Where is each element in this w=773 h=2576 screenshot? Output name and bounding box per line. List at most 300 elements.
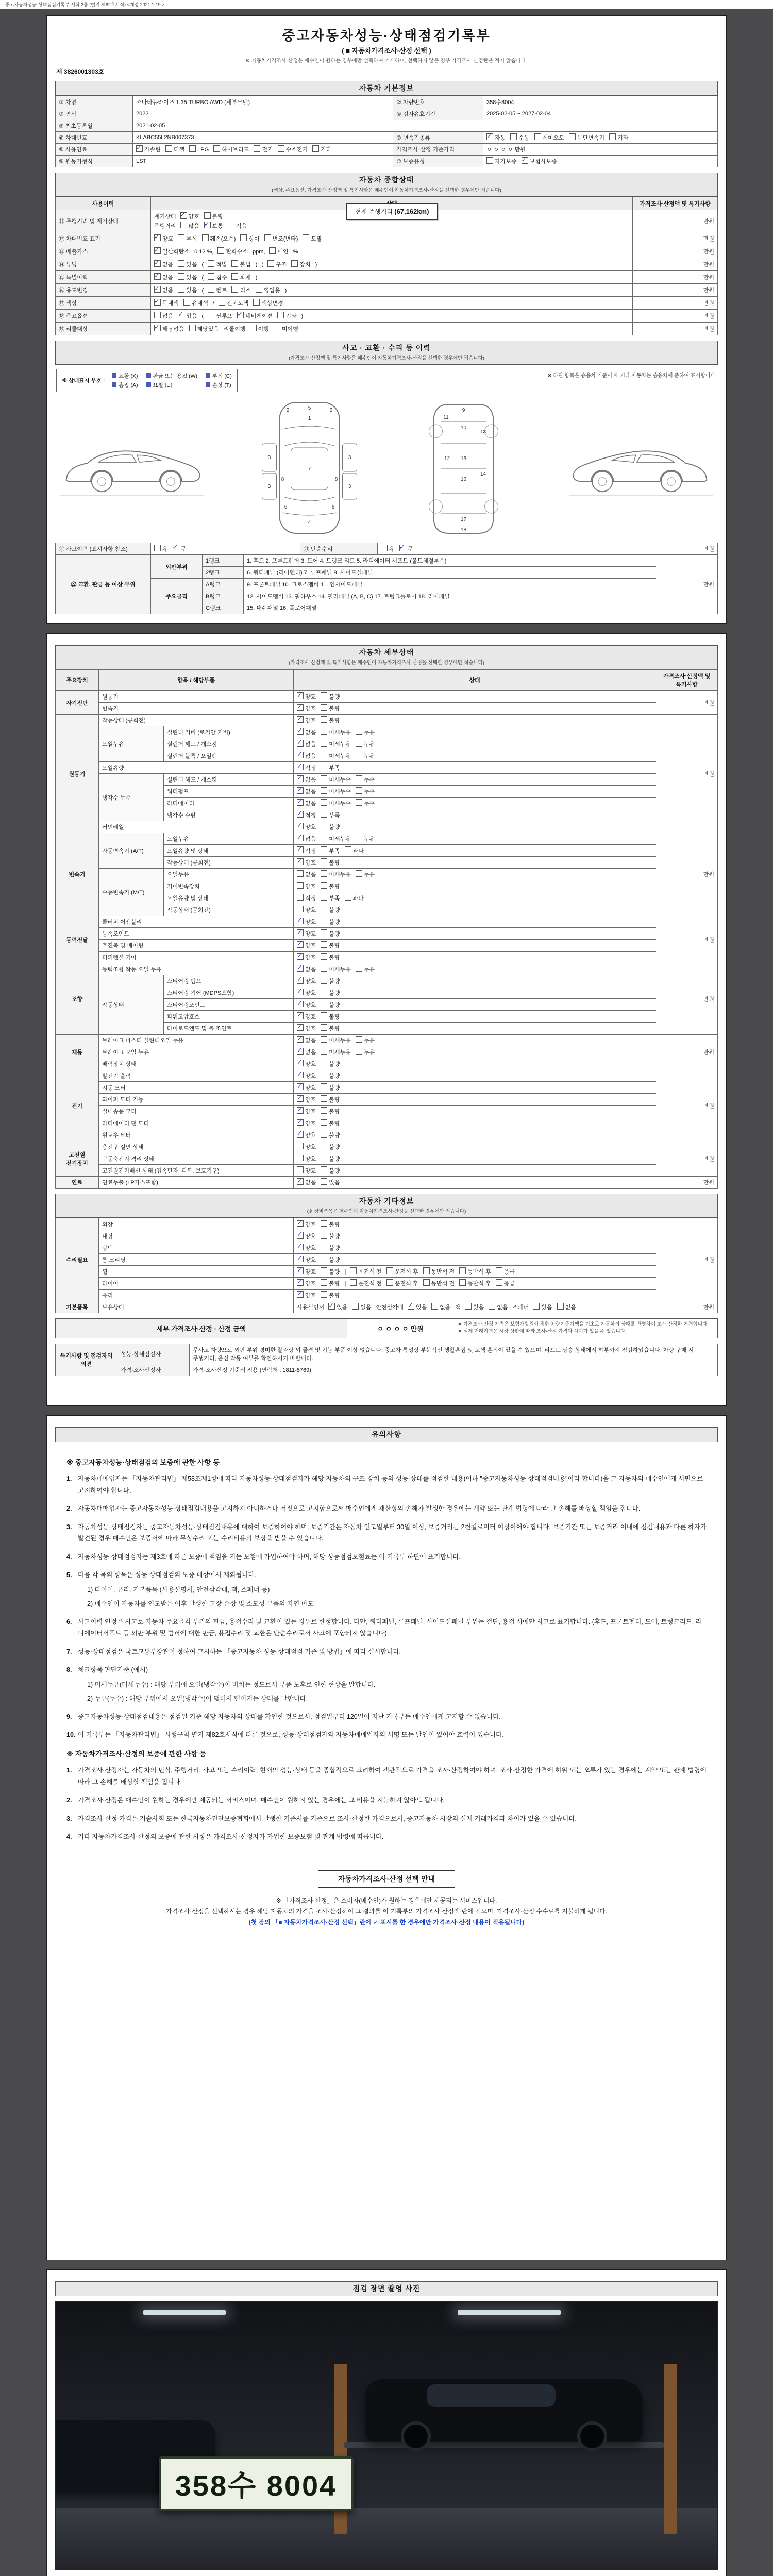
checkbox-option[interactable] (321, 965, 351, 973)
checkbox-option[interactable] (386, 1267, 418, 1276)
checkbox[interactable] (510, 133, 517, 140)
checkbox[interactable] (154, 325, 161, 331)
checkbox[interactable] (386, 1279, 393, 1286)
checkbox-option[interactable] (423, 1267, 455, 1276)
checkbox[interactable] (350, 1279, 357, 1286)
checkbox[interactable] (297, 1119, 304, 1126)
checkbox-option[interactable] (204, 222, 223, 230)
checkbox-option[interactable] (465, 1303, 484, 1311)
checkbox-option[interactable] (208, 260, 227, 268)
checkbox-option[interactable] (297, 1267, 316, 1276)
checkbox-option[interactable] (297, 1060, 316, 1068)
checkbox[interactable] (254, 145, 260, 152)
checkbox[interactable] (297, 1095, 304, 1102)
checkbox-option[interactable] (297, 1279, 316, 1287)
checkbox-option[interactable] (202, 234, 236, 243)
checkbox-option[interactable] (345, 846, 364, 855)
checkbox-option[interactable] (356, 787, 375, 795)
checkbox-option[interactable] (496, 1279, 515, 1287)
checkbox-option[interactable] (297, 1291, 316, 1299)
checkbox-option[interactable] (297, 918, 316, 926)
checkbox-option[interactable] (269, 247, 288, 256)
checkbox-option[interactable] (321, 1131, 340, 1139)
checkbox[interactable] (321, 764, 327, 770)
checkbox-option[interactable] (321, 1001, 340, 1009)
checkbox-option[interactable] (386, 1279, 418, 1287)
checkbox[interactable] (356, 799, 362, 806)
checkbox-option[interactable] (356, 1048, 375, 1056)
checkbox-option[interactable] (356, 835, 375, 843)
checkbox[interactable] (202, 234, 209, 241)
checkbox[interactable] (297, 835, 304, 841)
checkbox-option[interactable] (321, 1220, 340, 1228)
checkbox[interactable] (321, 787, 327, 794)
checkbox[interactable] (356, 752, 362, 758)
checkbox[interactable] (297, 1012, 304, 1019)
checkbox[interactable] (381, 545, 388, 551)
checkbox[interactable] (297, 1143, 304, 1149)
checkbox-option[interactable] (321, 846, 340, 855)
checkbox[interactable] (408, 1303, 414, 1310)
checkbox-option[interactable] (297, 906, 316, 914)
checkbox[interactable] (321, 1060, 327, 1066)
checkbox[interactable] (352, 1303, 359, 1310)
checkbox[interactable] (178, 273, 184, 280)
checkbox-option[interactable] (321, 1024, 340, 1032)
checkbox[interactable] (178, 312, 184, 318)
checkbox-option[interactable] (321, 870, 351, 878)
checkbox[interactable] (178, 286, 184, 293)
checkbox-option[interactable] (274, 325, 298, 333)
checkbox-option[interactable] (297, 882, 316, 890)
checkbox[interactable] (356, 1036, 362, 1043)
checkbox[interactable] (297, 846, 304, 853)
checkbox-option[interactable] (321, 918, 340, 926)
checkbox-option[interactable] (154, 286, 173, 294)
checkbox[interactable] (321, 1131, 327, 1138)
checkbox-option[interactable] (154, 299, 179, 307)
checkbox[interactable] (321, 799, 327, 806)
checkbox-option[interactable] (231, 286, 250, 294)
checkbox[interactable] (297, 1155, 304, 1161)
checkbox[interactable] (297, 1279, 304, 1286)
checkbox[interactable] (297, 823, 304, 829)
checkbox-option[interactable] (533, 1303, 552, 1311)
checkbox[interactable] (231, 286, 238, 293)
checkbox-option[interactable] (321, 775, 351, 784)
checkbox-option[interactable] (254, 145, 273, 154)
checkbox-option[interactable] (297, 1232, 316, 1240)
checkbox-option[interactable] (136, 145, 161, 154)
checkbox[interactable] (180, 212, 187, 219)
checkbox-option[interactable] (489, 1303, 508, 1311)
checkbox[interactable] (208, 273, 214, 280)
checkbox[interactable] (321, 846, 327, 853)
checkbox[interactable] (321, 1220, 327, 1227)
checkbox-option[interactable] (321, 823, 340, 831)
checkbox[interactable] (189, 145, 196, 152)
checkbox-option[interactable] (321, 1119, 340, 1127)
checkbox[interactable] (356, 835, 362, 841)
checkbox-option[interactable] (297, 1024, 316, 1032)
checkbox[interactable] (219, 299, 225, 306)
checkbox[interactable] (297, 882, 304, 889)
checkbox[interactable] (321, 858, 327, 865)
checkbox[interactable] (297, 728, 304, 735)
checkbox[interactable] (180, 222, 187, 228)
checkbox-option[interactable] (321, 953, 340, 961)
checkbox-option[interactable] (178, 260, 197, 268)
checkbox[interactable] (154, 234, 161, 241)
checkbox[interactable] (321, 1119, 327, 1126)
checkbox-option[interactable] (213, 145, 249, 154)
checkbox-option[interactable] (431, 1303, 450, 1311)
checkbox-option[interactable] (297, 1256, 316, 1264)
checkbox-option[interactable] (154, 325, 184, 333)
checkbox[interactable] (321, 692, 327, 699)
checkbox-option[interactable] (321, 1107, 340, 1115)
checkbox-option[interactable] (321, 1279, 340, 1287)
checkbox-option[interactable] (297, 692, 316, 701)
checkbox[interactable] (297, 1256, 304, 1262)
checkbox[interactable] (522, 157, 528, 164)
checkbox-option[interactable] (297, 1143, 316, 1151)
checkbox[interactable] (321, 716, 327, 723)
checkbox-option[interactable] (321, 1232, 340, 1240)
checkbox[interactable] (345, 846, 351, 853)
checkbox[interactable] (321, 752, 327, 758)
checkbox-option[interactable] (321, 858, 340, 867)
checkbox-option[interactable] (321, 1036, 351, 1044)
checkbox[interactable] (431, 1303, 438, 1310)
checkbox-option[interactable] (312, 145, 331, 154)
checkbox-option[interactable] (321, 716, 340, 724)
checkbox[interactable] (321, 965, 327, 972)
checkbox-option[interactable] (356, 728, 375, 736)
checkbox-option[interactable] (486, 157, 517, 165)
checkbox-option[interactable] (321, 906, 340, 914)
checkbox[interactable] (297, 965, 304, 972)
checkbox-option[interactable] (356, 775, 375, 784)
checkbox[interactable] (321, 1291, 327, 1298)
checkbox[interactable] (321, 1001, 327, 1007)
checkbox-option[interactable] (321, 835, 351, 843)
checkbox-option[interactable] (321, 692, 340, 701)
checkbox-option[interactable] (321, 1048, 351, 1056)
checkbox-option[interactable] (297, 799, 316, 807)
checkbox-option[interactable] (303, 234, 322, 243)
checkbox-option[interactable] (496, 1267, 515, 1276)
checkbox[interactable] (154, 260, 161, 267)
checkbox[interactable] (321, 1256, 327, 1262)
checkbox[interactable] (297, 752, 304, 758)
checkbox-option[interactable] (328, 1303, 347, 1311)
checkbox[interactable] (178, 234, 184, 241)
checkbox[interactable] (386, 1267, 393, 1274)
checkbox-option[interactable] (297, 764, 316, 772)
checkbox[interactable] (459, 1267, 466, 1274)
checkbox[interactable] (297, 811, 304, 818)
checkbox[interactable] (208, 312, 214, 318)
checkbox[interactable] (297, 1232, 304, 1239)
checkbox-option[interactable] (356, 965, 375, 973)
checkbox[interactable] (297, 906, 304, 912)
checkbox[interactable] (297, 941, 304, 948)
checkbox-option[interactable] (237, 312, 273, 320)
checkbox-option[interactable] (321, 740, 351, 748)
checkbox-option[interactable] (297, 965, 316, 973)
checkbox-option[interactable] (297, 787, 316, 795)
checkbox[interactable] (154, 273, 161, 280)
checkbox[interactable] (569, 133, 576, 140)
checkbox[interactable] (297, 764, 304, 770)
checkbox-option[interactable] (154, 545, 168, 553)
checkbox-option[interactable] (231, 260, 250, 268)
checkbox[interactable] (533, 1303, 540, 1310)
checkbox-option[interactable] (297, 977, 316, 985)
checkbox[interactable] (256, 286, 262, 293)
checkbox[interactable] (278, 145, 284, 152)
checkbox-option[interactable] (297, 716, 316, 724)
checkbox[interactable] (297, 1244, 304, 1250)
checkbox[interactable] (250, 325, 257, 331)
checkbox-option[interactable] (321, 1143, 340, 1151)
checkbox-option[interactable] (321, 1166, 340, 1175)
checkbox-option[interactable] (154, 312, 173, 320)
checkbox-option[interactable] (321, 752, 351, 760)
checkbox-option[interactable] (297, 1107, 316, 1115)
checkbox[interactable] (321, 870, 327, 877)
checkbox[interactable] (321, 941, 327, 948)
checkbox-option[interactable] (321, 882, 340, 890)
checkbox[interactable] (303, 234, 309, 241)
checkbox[interactable] (297, 1048, 304, 1055)
checkbox-option[interactable] (297, 858, 316, 867)
checkbox-option[interactable] (321, 894, 340, 902)
checkbox[interactable] (297, 1036, 304, 1043)
checkbox[interactable] (204, 212, 211, 219)
checkbox-option[interactable] (231, 273, 250, 281)
checkbox[interactable] (486, 133, 493, 140)
checkbox-option[interactable] (297, 941, 316, 950)
checkbox[interactable] (297, 1024, 304, 1031)
checkbox[interactable] (321, 989, 327, 995)
checkbox-option[interactable] (297, 1036, 316, 1044)
checkbox-option[interactable] (297, 752, 316, 760)
checkbox[interactable] (297, 1107, 304, 1114)
checkbox-option[interactable] (208, 312, 232, 320)
checkbox[interactable] (178, 260, 184, 267)
checkbox-option[interactable] (356, 870, 375, 878)
checkbox-option[interactable] (297, 1119, 316, 1127)
checkbox[interactable] (297, 704, 304, 711)
checkbox[interactable] (345, 894, 351, 901)
checkbox[interactable] (399, 545, 406, 551)
checkbox-option[interactable] (297, 728, 316, 736)
checkbox-option[interactable] (356, 799, 375, 807)
checkbox[interactable] (136, 145, 143, 152)
checkbox-option[interactable] (522, 157, 557, 165)
checkbox-option[interactable] (321, 1060, 340, 1068)
checkbox[interactable] (297, 1220, 304, 1227)
checkbox[interactable] (321, 728, 327, 735)
checkbox[interactable] (228, 222, 234, 228)
checkbox[interactable] (321, 1143, 327, 1149)
checkbox-option[interactable] (297, 846, 316, 855)
checkbox[interactable] (321, 1166, 327, 1173)
checkbox-option[interactable] (321, 1155, 340, 1163)
checkbox[interactable] (297, 977, 304, 984)
checkbox-option[interactable] (297, 835, 316, 843)
checkbox-option[interactable] (297, 1244, 316, 1252)
checkbox[interactable] (165, 145, 172, 152)
checkbox[interactable] (321, 835, 327, 841)
checkbox-option[interactable] (321, 1072, 340, 1080)
checkbox[interactable] (154, 247, 161, 254)
checkbox-option[interactable] (297, 740, 316, 748)
checkbox-option[interactable] (356, 740, 375, 748)
checkbox-option[interactable] (278, 145, 308, 154)
checkbox[interactable] (213, 145, 220, 152)
checkbox-option[interactable] (459, 1267, 491, 1276)
checkbox[interactable] (297, 894, 304, 901)
checkbox[interactable] (297, 1060, 304, 1066)
checkbox[interactable] (297, 1267, 304, 1274)
checkbox-option[interactable] (154, 234, 173, 243)
checkbox[interactable] (321, 1012, 327, 1019)
checkbox-option[interactable] (321, 1095, 340, 1104)
checkbox-option[interactable] (228, 222, 247, 230)
checkbox-option[interactable] (253, 299, 283, 307)
checkbox-option[interactable] (297, 704, 316, 713)
checkbox-option[interactable] (189, 325, 220, 333)
checkbox[interactable] (321, 1267, 327, 1274)
checkbox[interactable] (459, 1279, 466, 1286)
checkbox[interactable] (321, 1232, 327, 1239)
checkbox-option[interactable] (178, 273, 197, 281)
checkbox-option[interactable] (297, 823, 316, 831)
checkbox[interactable] (154, 312, 161, 318)
checkbox-option[interactable] (250, 325, 269, 333)
checkbox-option[interactable] (321, 941, 340, 950)
checkbox[interactable] (208, 286, 214, 293)
checkbox[interactable] (297, 799, 304, 806)
checkbox-option[interactable] (321, 764, 340, 772)
checkbox[interactable] (231, 260, 238, 267)
checkbox-option[interactable] (321, 929, 340, 938)
checkbox-option[interactable] (321, 787, 351, 795)
checkbox[interactable] (277, 312, 284, 318)
checkbox[interactable] (321, 1155, 327, 1161)
checkbox-option[interactable] (459, 1279, 491, 1287)
doc-subtitle[interactable]: ( ■ 자동차가격조사·산정 선택 ) (342, 47, 431, 55)
checkbox-option[interactable] (510, 133, 529, 142)
checkbox[interactable] (356, 775, 362, 782)
checkbox[interactable] (297, 1083, 304, 1090)
checkbox-option[interactable] (297, 1012, 316, 1021)
checkbox-option[interactable] (321, 989, 340, 997)
checkbox[interactable] (208, 260, 214, 267)
checkbox[interactable] (264, 234, 271, 241)
checkbox[interactable] (350, 1267, 357, 1274)
checkbox[interactable] (321, 704, 327, 711)
checkbox-option[interactable] (534, 133, 565, 142)
checkbox[interactable] (321, 1279, 327, 1286)
checkbox-option[interactable] (297, 929, 316, 938)
checkbox[interactable] (321, 1048, 327, 1055)
checkbox[interactable] (297, 775, 304, 782)
checkbox-option[interactable] (256, 286, 280, 294)
checkbox[interactable] (217, 247, 224, 254)
checkbox-option[interactable] (297, 1178, 316, 1187)
checkbox-option[interactable] (297, 1072, 316, 1080)
checkbox[interactable] (297, 1001, 304, 1007)
checkbox[interactable] (291, 260, 298, 267)
checkbox[interactable] (321, 811, 327, 818)
checkbox-option[interactable] (297, 775, 316, 784)
checkbox-option[interactable] (165, 145, 184, 154)
checkbox[interactable] (321, 953, 327, 960)
checkbox[interactable] (321, 1072, 327, 1078)
checkbox-option[interactable] (291, 260, 310, 268)
checkbox-option[interactable] (321, 1244, 340, 1252)
checkbox[interactable] (321, 918, 327, 924)
checkbox-option[interactable] (297, 989, 316, 997)
checkbox[interactable] (489, 1303, 495, 1310)
checkbox[interactable] (496, 1279, 502, 1286)
checkbox-option[interactable] (321, 799, 351, 807)
checkbox[interactable] (297, 953, 304, 960)
checkbox-option[interactable] (297, 1095, 316, 1104)
checkbox-option[interactable] (208, 273, 227, 281)
checkbox-option[interactable] (609, 133, 628, 142)
checkbox[interactable] (356, 1048, 362, 1055)
checkbox-option[interactable] (154, 247, 190, 256)
checkbox[interactable] (297, 716, 304, 723)
checkbox[interactable] (253, 299, 260, 306)
checkbox[interactable] (189, 325, 196, 331)
checkbox[interactable] (321, 977, 327, 984)
checkbox[interactable] (321, 906, 327, 912)
checkbox[interactable] (237, 312, 244, 318)
checkbox[interactable] (356, 787, 362, 794)
checkbox[interactable] (297, 1178, 304, 1185)
checkbox[interactable] (321, 929, 327, 936)
checkbox-option[interactable] (178, 234, 197, 243)
checkbox[interactable] (321, 1024, 327, 1031)
checkbox[interactable] (204, 222, 211, 228)
checkbox-option[interactable] (557, 1303, 576, 1311)
checkbox[interactable] (297, 787, 304, 794)
checkbox[interactable] (297, 1131, 304, 1138)
checkbox-option[interactable] (399, 545, 413, 553)
checkbox-option[interactable] (356, 1036, 375, 1044)
checkbox[interactable] (423, 1267, 430, 1274)
checkbox[interactable] (328, 1303, 335, 1310)
checkbox[interactable] (173, 545, 179, 551)
checkbox-option[interactable] (321, 1256, 340, 1264)
checkbox[interactable] (154, 545, 161, 551)
checkbox[interactable] (465, 1303, 472, 1310)
checkbox-option[interactable] (321, 977, 340, 985)
checkbox[interactable] (356, 740, 362, 747)
checkbox[interactable] (356, 870, 362, 877)
checkbox-option[interactable] (297, 1220, 316, 1228)
checkbox-option[interactable] (381, 545, 395, 553)
checkbox-option[interactable] (321, 1012, 340, 1021)
checkbox-option[interactable] (277, 312, 296, 320)
checkbox-option[interactable] (297, 894, 316, 902)
